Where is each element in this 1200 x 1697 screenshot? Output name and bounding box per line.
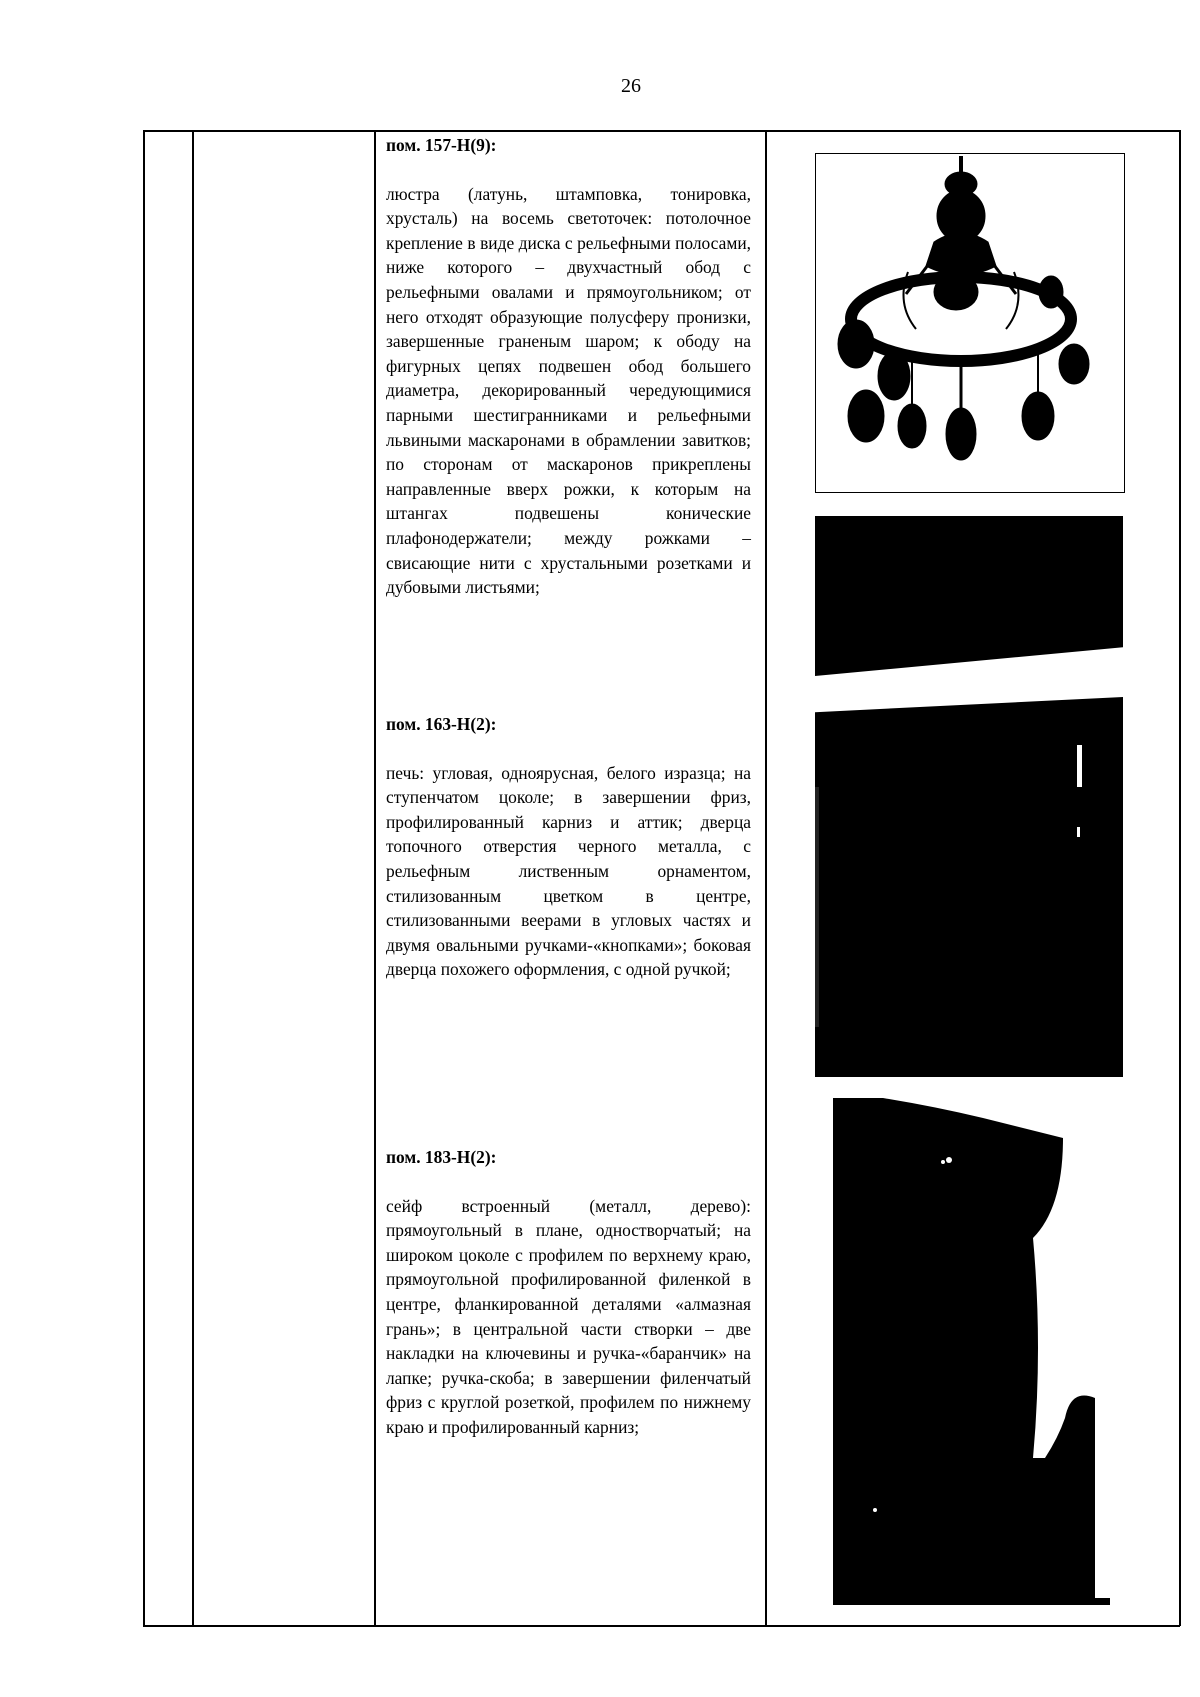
table-bottom-border xyxy=(143,1625,1180,1627)
section-body: сейф встроенный (металл, дерево): прямоугольный в плане, одностворчатый; на широком цоколе с профилем по верхнему краю, прямоугольной профилированной филенкой в центре, фланкированной деталями «алмазная грань»; в центральной части створки – две накладки на ключевины и ручка-«баранчик» на лапке; ручка-скоба; в завершении филенчатый фриз с круглой розеткой, профилем по нижнему краю и профилированный карниз; xyxy=(386,1195,751,1437)
table-right-border xyxy=(1179,130,1181,1626)
table-left-border xyxy=(143,130,145,1626)
chandelier-photo xyxy=(815,153,1125,493)
section-title: пом. 163-Н(2): xyxy=(386,714,497,734)
section-title: пом. 157-Н(9): xyxy=(386,135,497,155)
stove-highlight xyxy=(1077,827,1080,837)
section-body: печь: угловая, одноярусная, белого изразца; на ступенчатом цоколе; в завершении фриз, профилированный карниз и аттик; дверца топочного отверстия черного металла, с рельефным лиственным орнаментом, стилизованным цветком в центре, стилизованными веерами в угловых частях и двумя овальными ручками-«кнопками»; боковая дверца похожего оформления, с одной ручкой; xyxy=(386,762,751,980)
section-183 xyxy=(386,1145,751,1440)
section-body: люстра (латунь, штамповка, тонировка, хрусталь) на восемь светоточек: потолочное крепление в виде диска с рельефными полосами, ниже которого – двухчастный обод с рельефными овалами и прямоугольником; от него отходят образующие полусферу пронизки, завершенные граненым шаром; к ободу на фигурных цепях подвешен обод большего диаметра, декорированный чередующимися парными шестигранниками и рельефными львиными маскаронами в обрамлении завитков; по сторонам от маскаронов прикреплены направленные вверх рожки, к которым на штангах подвешены конические плафонодержатели; между рожками – свисающие нити с хрустальными розетками и дубовыми листьями; xyxy=(386,183,751,598)
column-divider-3 xyxy=(765,130,767,1626)
section-163 xyxy=(386,712,751,982)
stove-highlight xyxy=(1077,745,1082,787)
safe-light-areas xyxy=(833,1098,1110,1605)
stove-edge xyxy=(815,787,819,1027)
column-divider-2 xyxy=(374,130,376,1626)
stove-photo xyxy=(815,697,1123,1077)
section-title: пом. 183-Н(2): xyxy=(386,1147,497,1167)
column-divider-1 xyxy=(192,130,194,1626)
page-number: 26 xyxy=(621,75,641,97)
chandelier-silhouette xyxy=(816,154,1123,491)
section-157 xyxy=(386,130,751,600)
safe-photo xyxy=(833,1098,1110,1605)
